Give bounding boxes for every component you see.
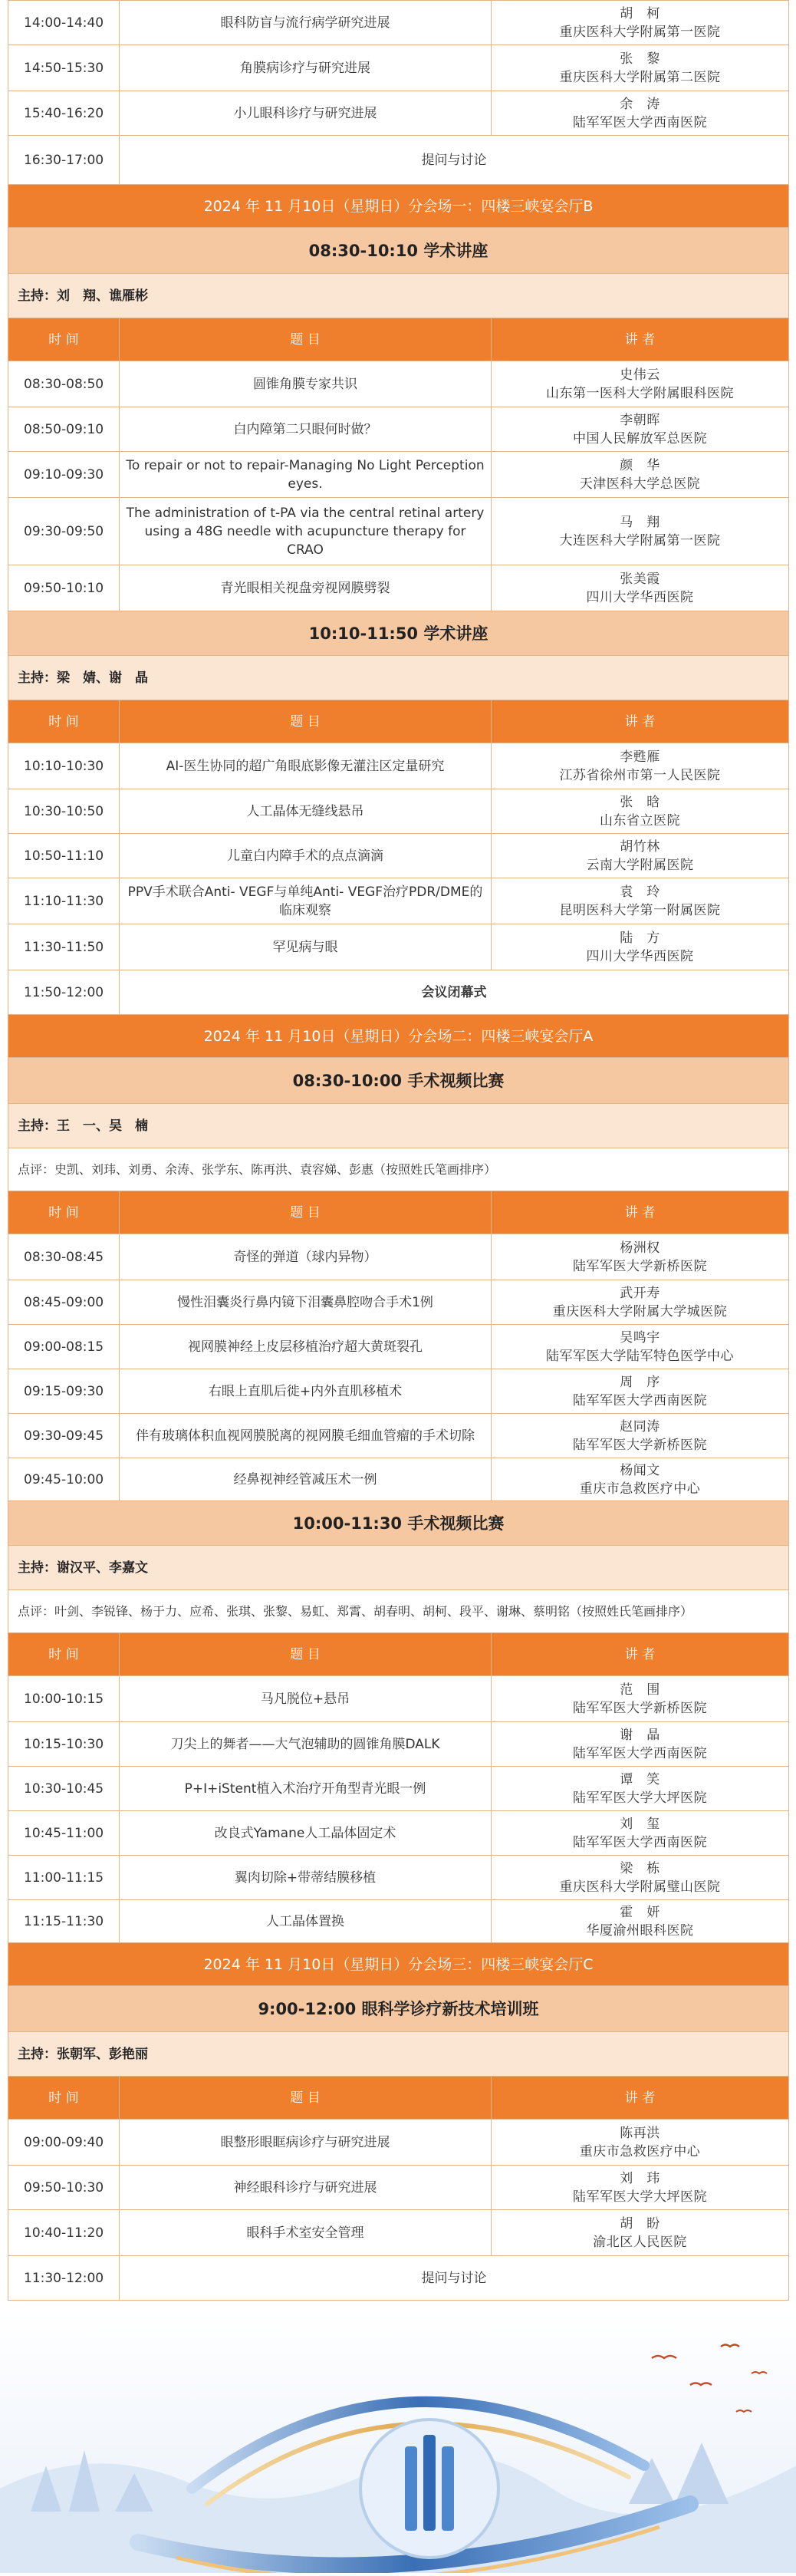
session-topic: 眼科手术室安全管理 (246, 2225, 364, 2241)
schedule-table (8, 0, 789, 2301)
session-topic: 角膜病诊疗与研究进展 (240, 60, 370, 76)
venue-c-s1-chair-text: 主持：张朝军、彭艳丽 (18, 2046, 148, 2062)
table-row (8, 565, 789, 611)
session-time: 11:00-11:15 (24, 1869, 104, 1886)
venue-a-title (8, 1015, 789, 1058)
venue-c-s1-title-text: 9:00-12:00 眼科学诊疗新技术培训班 (258, 1999, 539, 2018)
speaker-affiliation: 陆军军医大学新桥医院 (573, 1437, 707, 1453)
speaker-name: 谢 晶 (620, 1727, 660, 1743)
speaker-affiliation: 陆军军医大学新桥医院 (573, 1258, 707, 1274)
speaker-affiliation: 陆军军医大学大坪医院 (573, 1790, 707, 1806)
table-row (8, 498, 789, 565)
venue-b-s1-title-text: 08:30-10:10 学术讲座 (308, 241, 488, 260)
session-topic: 白内障第二只眼何时做？ (233, 421, 377, 437)
session-time: 10:00-10:15 (24, 1691, 104, 1707)
table-row (8, 1767, 789, 1811)
table-row (8, 91, 789, 136)
speaker-name: 李朝晖 (620, 412, 660, 428)
session-topic: 右眼上直肌后徙+内外直肌移植术 (208, 1383, 403, 1399)
session-time: 11:50-12:00 (24, 984, 104, 1000)
speaker-affiliation: 云南大学附属医院 (586, 857, 694, 873)
session-time: 10:50-11:10 (24, 848, 104, 864)
session-time: 10:40-11:20 (24, 2225, 104, 2241)
venue-a-s2-chair (8, 1546, 789, 1590)
speaker-name: 杨洲权 (620, 1240, 660, 1256)
session-time: 11:10-11:30 (24, 893, 104, 909)
speaker-name: 张 晗 (620, 794, 660, 810)
table-row (8, 45, 789, 91)
session-topic: To repair or not to repair-Managing No Light Perception eyes. (126, 457, 485, 492)
session-topic: 刀尖上的舞者——大气泡辅助的圆锥角膜DALK (170, 1736, 440, 1752)
venue-b-s1-chair (8, 274, 789, 318)
speaker-name: 陆 方 (620, 930, 660, 946)
table-row (8, 407, 789, 452)
table-row (8, 743, 789, 789)
speaker-affiliation: 大连医科大学附属第一医院 (559, 532, 721, 548)
table-row (8, 1280, 789, 1325)
speaker-affiliation: 江苏省徐州市第一人民医院 (559, 767, 721, 783)
venue-b-title (8, 185, 789, 228)
session-topic: 儿童白内障手术的点点滴滴 (227, 848, 383, 864)
speaker-name: 赵同涛 (620, 1418, 660, 1435)
session-topic: PPV手术联合Anti- VEGF与单纯Anti- VEGF治疗PDR/DME的临床观察 (127, 884, 483, 918)
venue-a-s1-comment (8, 1148, 789, 1191)
session-time: 09:50-10:10 (24, 580, 104, 596)
speaker-name: 刘 玮 (620, 2170, 660, 2186)
speaker-name: 马 翔 (620, 514, 660, 530)
column-header-speaker: 讲 者 (624, 1204, 656, 1220)
table-row (8, 1900, 789, 1943)
session-time: 09:00-09:40 (24, 2134, 104, 2150)
session-time: 09:50-10:30 (24, 2179, 104, 2196)
speaker-affiliation: 渝北区人民医院 (593, 2234, 687, 2250)
table-row (8, 1, 789, 45)
schedule-page (8, 0, 788, 2301)
speaker-affiliation: 山东第一医科大学附属眼科医院 (546, 385, 734, 401)
session-topic: 改良式Yamane人工晶体固定术 (214, 1825, 396, 1841)
speaker-affiliation: 华厦渝州眼科医院 (586, 1922, 694, 1939)
speaker-name: 刘 玺 (620, 1816, 660, 1832)
column-header-time: 时 间 (48, 1646, 79, 1662)
session-topic: 奇怪的弹道（球内异物） (233, 1249, 377, 1265)
table-row (8, 1676, 789, 1722)
speaker-name: 胡 柯 (620, 5, 660, 21)
session-time: 08:50-09:10 (24, 421, 104, 437)
column-header-speaker: 讲 者 (624, 1646, 656, 1662)
speaker-name: 杨闻文 (620, 1462, 660, 1478)
speaker-affiliation: 天津医科大学总医院 (579, 476, 701, 492)
session-time: 08:30-08:45 (24, 1249, 104, 1265)
table-row (8, 1722, 789, 1767)
speaker-name: 陈再洪 (620, 2125, 660, 2141)
venue-c-s1-chair (8, 2032, 789, 2077)
column-header-topic: 题 目 (290, 2090, 321, 2106)
session-note: 会议闭幕式 (421, 984, 487, 1000)
venue-b-s2-chair (8, 656, 789, 700)
speaker-affiliation: 陆军军医大学西南医院 (573, 1745, 707, 1761)
speaker-affiliation: 陆军军医大学西南医院 (573, 114, 707, 130)
speaker-name: 范 围 (620, 1682, 660, 1698)
speaker-affiliation: 四川大学华西医院 (586, 589, 694, 605)
session-time: 09:00-08:15 (24, 1339, 104, 1355)
table-row (8, 834, 789, 878)
table-row (8, 136, 789, 185)
column-header-row (8, 1633, 789, 1676)
venue-b-s1-title (8, 228, 789, 274)
footer-artwork (0, 2312, 796, 2573)
speaker-affiliation: 重庆医科大学附属璧山医院 (559, 1879, 721, 1895)
session-topic: 罕见病与眼 (272, 939, 338, 955)
speaker-name: 谭 笑 (620, 1771, 660, 1787)
session-time: 10:10-10:30 (24, 758, 104, 774)
speaker-affiliation: 重庆市急救医疗中心 (579, 2143, 701, 2159)
session-time: 14:50-15:30 (24, 60, 104, 76)
column-header-speaker: 讲 者 (624, 331, 656, 348)
session-topic: 眼整形眼眶病诊疗与研究进展 (220, 2134, 390, 2150)
speaker-name: 余 涛 (620, 96, 660, 112)
speaker-name: 霍 妍 (620, 1904, 660, 1920)
venue-a-s1-comment-text: 点评：史凯、刘玮、刘勇、余涛、张学东、陈再洪、袁容娣、彭惠（按照姓氏笔画排序） (18, 1161, 497, 1177)
column-header-row (8, 700, 789, 743)
speaker-affiliation: 陆军军医大学大坪医院 (573, 2189, 707, 2205)
speaker-affiliation: 陆军军医大学西南医院 (573, 1834, 707, 1850)
venue-a-s2-comment-text: 点评：叶剑、李锐锋、杨于力、应希、张琪、张黎、易虹、郑霄、胡春明、胡柯、段平、谢琳、蔡明铭（按照姓氏笔画排序） (18, 1603, 693, 1619)
speaker-name: 张美霞 (620, 571, 660, 587)
session-time: 11:15-11:30 (24, 1913, 104, 1929)
column-header-speaker: 讲 者 (624, 2090, 656, 2106)
column-header-speaker: 讲 者 (624, 713, 656, 730)
venue-c-title (8, 1943, 789, 1986)
column-header-row (8, 318, 789, 361)
session-topic: 马凡脱位+悬吊 (260, 1691, 350, 1707)
venue-c-s1-title (8, 1986, 789, 2032)
session-time: 11:30-12:00 (24, 2270, 104, 2286)
session-time: 15:40-16:20 (24, 105, 104, 121)
session-topic: P+I+iStent植入术治疗开角型青光眼一例 (184, 1780, 426, 1797)
speaker-affiliation: 重庆市急救医疗中心 (579, 1481, 701, 1497)
session-topic: 小儿眼科诊疗与研究进展 (233, 105, 377, 121)
venue-b-s2-title (8, 611, 789, 656)
speaker-affiliation: 中国人民解放军总医院 (573, 430, 707, 446)
session-time: 10:30-10:45 (24, 1780, 104, 1797)
session-time: 14:00-14:40 (24, 15, 104, 31)
table-row (8, 1458, 789, 1501)
table-row (8, 1414, 789, 1458)
session-time: 09:45-10:00 (24, 1471, 104, 1487)
venue-a-title-text: 2024 年 11 月10日（星期日）分会场二：四楼三峡宴会厅A (203, 1027, 594, 1045)
table-row (8, 452, 789, 498)
footer-illustration (0, 2312, 796, 2573)
venue-a-s2-chair-text: 主持：谢汉平、李嘉文 (18, 1560, 148, 1576)
session-topic: AI-医生协同的超广角眼底影像无灌注区定量研究 (166, 758, 445, 774)
session-time: 09:30-09:50 (24, 523, 104, 539)
venue-b-s2-chair-text: 主持：梁 婧、谢 晶 (18, 670, 148, 686)
speaker-name: 吴鸣宇 (620, 1329, 660, 1346)
session-topic: 经鼻视神经管减压术一例 (233, 1471, 377, 1487)
speaker-name: 胡 盼 (620, 2215, 660, 2232)
venue-a-s2-comment (8, 1590, 789, 1633)
session-time: 16:30-17:00 (24, 152, 104, 168)
table-row (8, 1811, 789, 1856)
session-topic: 神经眼科诊疗与研究进展 (233, 2179, 377, 2196)
column-header-topic: 题 目 (290, 331, 321, 348)
speaker-affiliation: 重庆医科大学附属第一医院 (559, 24, 721, 40)
venue-a-s1-chair (8, 1104, 789, 1148)
speaker-name: 武开寿 (620, 1285, 660, 1301)
speaker-name: 李甦雁 (620, 749, 660, 765)
session-time: 10:15-10:30 (24, 1736, 104, 1752)
speaker-name: 袁 玲 (620, 884, 660, 900)
session-topic: 翼肉切除+带蒂结膜移植 (234, 1869, 377, 1886)
speaker-affiliation: 陆军军医大学西南医院 (573, 1392, 707, 1408)
session-time: 09:10-09:30 (24, 466, 104, 483)
speaker-affiliation: 重庆医科大学附属大学城医院 (552, 1303, 728, 1319)
column-header-row (8, 1191, 789, 1234)
session-topic: The administration of t-PA via the central retinal artery using a 48G needle with acupuncture therapy for CRAO (126, 505, 485, 558)
speaker-name: 史伟云 (620, 367, 660, 383)
speaker-affiliation: 重庆医科大学附属第二医院 (559, 69, 721, 85)
venue-c-title-text: 2024 年 11 月10日（星期日）分会场三：四楼三峡宴会厅C (203, 1955, 594, 1973)
session-topic: 伴有玻璃体积血视网膜脱离的视网膜毛细血管瘤的手术切除 (136, 1428, 475, 1444)
session-time: 10:45-11:00 (24, 1825, 104, 1841)
table-row (8, 2256, 789, 2301)
speaker-name: 颜 华 (620, 457, 660, 473)
table-row (8, 1234, 789, 1280)
venue-b-title-text: 2024 年 11 月10日（星期日）分会场一：四楼三峡宴会厅B (203, 197, 594, 215)
venue-a-s2-title-text: 10:00-11:30 手术视频比赛 (292, 1514, 505, 1533)
session-topic: 圆锥角膜专家共识 (253, 376, 357, 392)
column-header-time: 时 间 (48, 2090, 79, 2106)
speaker-name: 张 黎 (620, 51, 660, 67)
session-time: 08:45-09:00 (24, 1294, 104, 1310)
venue-a-s1-chair-text: 主持：王 一、吴 楠 (18, 1118, 148, 1134)
speaker-affiliation: 陆军军医大学陆军特色医学中心 (546, 1348, 734, 1364)
table-row (8, 2120, 789, 2166)
venue-b-s1-chair-text: 主持：刘 翔、谯雁彬 (18, 288, 148, 304)
session-time: 09:30-09:45 (24, 1428, 104, 1444)
session-time: 09:15-09:30 (24, 1383, 104, 1399)
table-row (8, 924, 789, 970)
table-row (8, 1369, 789, 1414)
table-row (8, 2166, 789, 2210)
session-topic: 视网膜神经上皮层移植治疗超大黄斑裂孔 (188, 1339, 423, 1355)
session-note: 提问与讨论 (421, 2270, 487, 2286)
session-topic: 眼科防盲与流行病学研究进展 (220, 15, 390, 31)
column-header-time: 时 间 (48, 331, 79, 348)
speaker-name: 周 序 (620, 1374, 660, 1390)
table-row (8, 2210, 789, 2256)
session-topic: 青光眼相关视盘旁视网膜劈裂 (220, 580, 390, 596)
session-note: 提问与讨论 (421, 152, 487, 168)
session-time: 08:30-08:50 (24, 376, 104, 392)
column-header-topic: 题 目 (290, 1646, 321, 1662)
column-header-time: 时 间 (48, 1204, 79, 1220)
speaker-affiliation: 昆明医科大学第一附属医院 (559, 902, 721, 918)
speaker-affiliation: 四川大学华西医院 (586, 948, 694, 964)
column-header-topic: 题 目 (290, 1204, 321, 1220)
column-header-topic: 题 目 (290, 713, 321, 730)
session-time: 10:30-10:50 (24, 803, 104, 819)
column-header-row (8, 2077, 789, 2120)
speaker-name: 胡竹林 (620, 838, 660, 855)
venue-a-s1-title-text: 08:30-10:00 手术视频比赛 (292, 1071, 505, 1090)
speaker-affiliation: 陆军军医大学新桥医院 (573, 1700, 707, 1716)
speaker-name: 梁 栋 (620, 1860, 660, 1876)
venue-a-s1-title (8, 1058, 789, 1104)
session-topic: 慢性泪囊炎行鼻内镜下泪囊鼻腔吻合手术1例 (177, 1294, 433, 1310)
table-row (8, 1325, 789, 1369)
table-row (8, 361, 789, 407)
venue-b-s2-title-text: 10:10-11:50 学术讲座 (308, 624, 488, 643)
venue-a-s2-title (8, 1501, 789, 1546)
table-row (8, 1856, 789, 1900)
session-topic: 人工晶体无缝线悬吊 (246, 803, 364, 819)
table-row (8, 789, 789, 834)
column-header-time: 时 间 (48, 713, 79, 730)
table-row (8, 878, 789, 924)
session-topic: 人工晶体置换 (266, 1913, 344, 1929)
session-time: 11:30-11:50 (24, 939, 104, 955)
speaker-affiliation: 山东省立医院 (600, 812, 680, 828)
table-row (8, 970, 789, 1015)
